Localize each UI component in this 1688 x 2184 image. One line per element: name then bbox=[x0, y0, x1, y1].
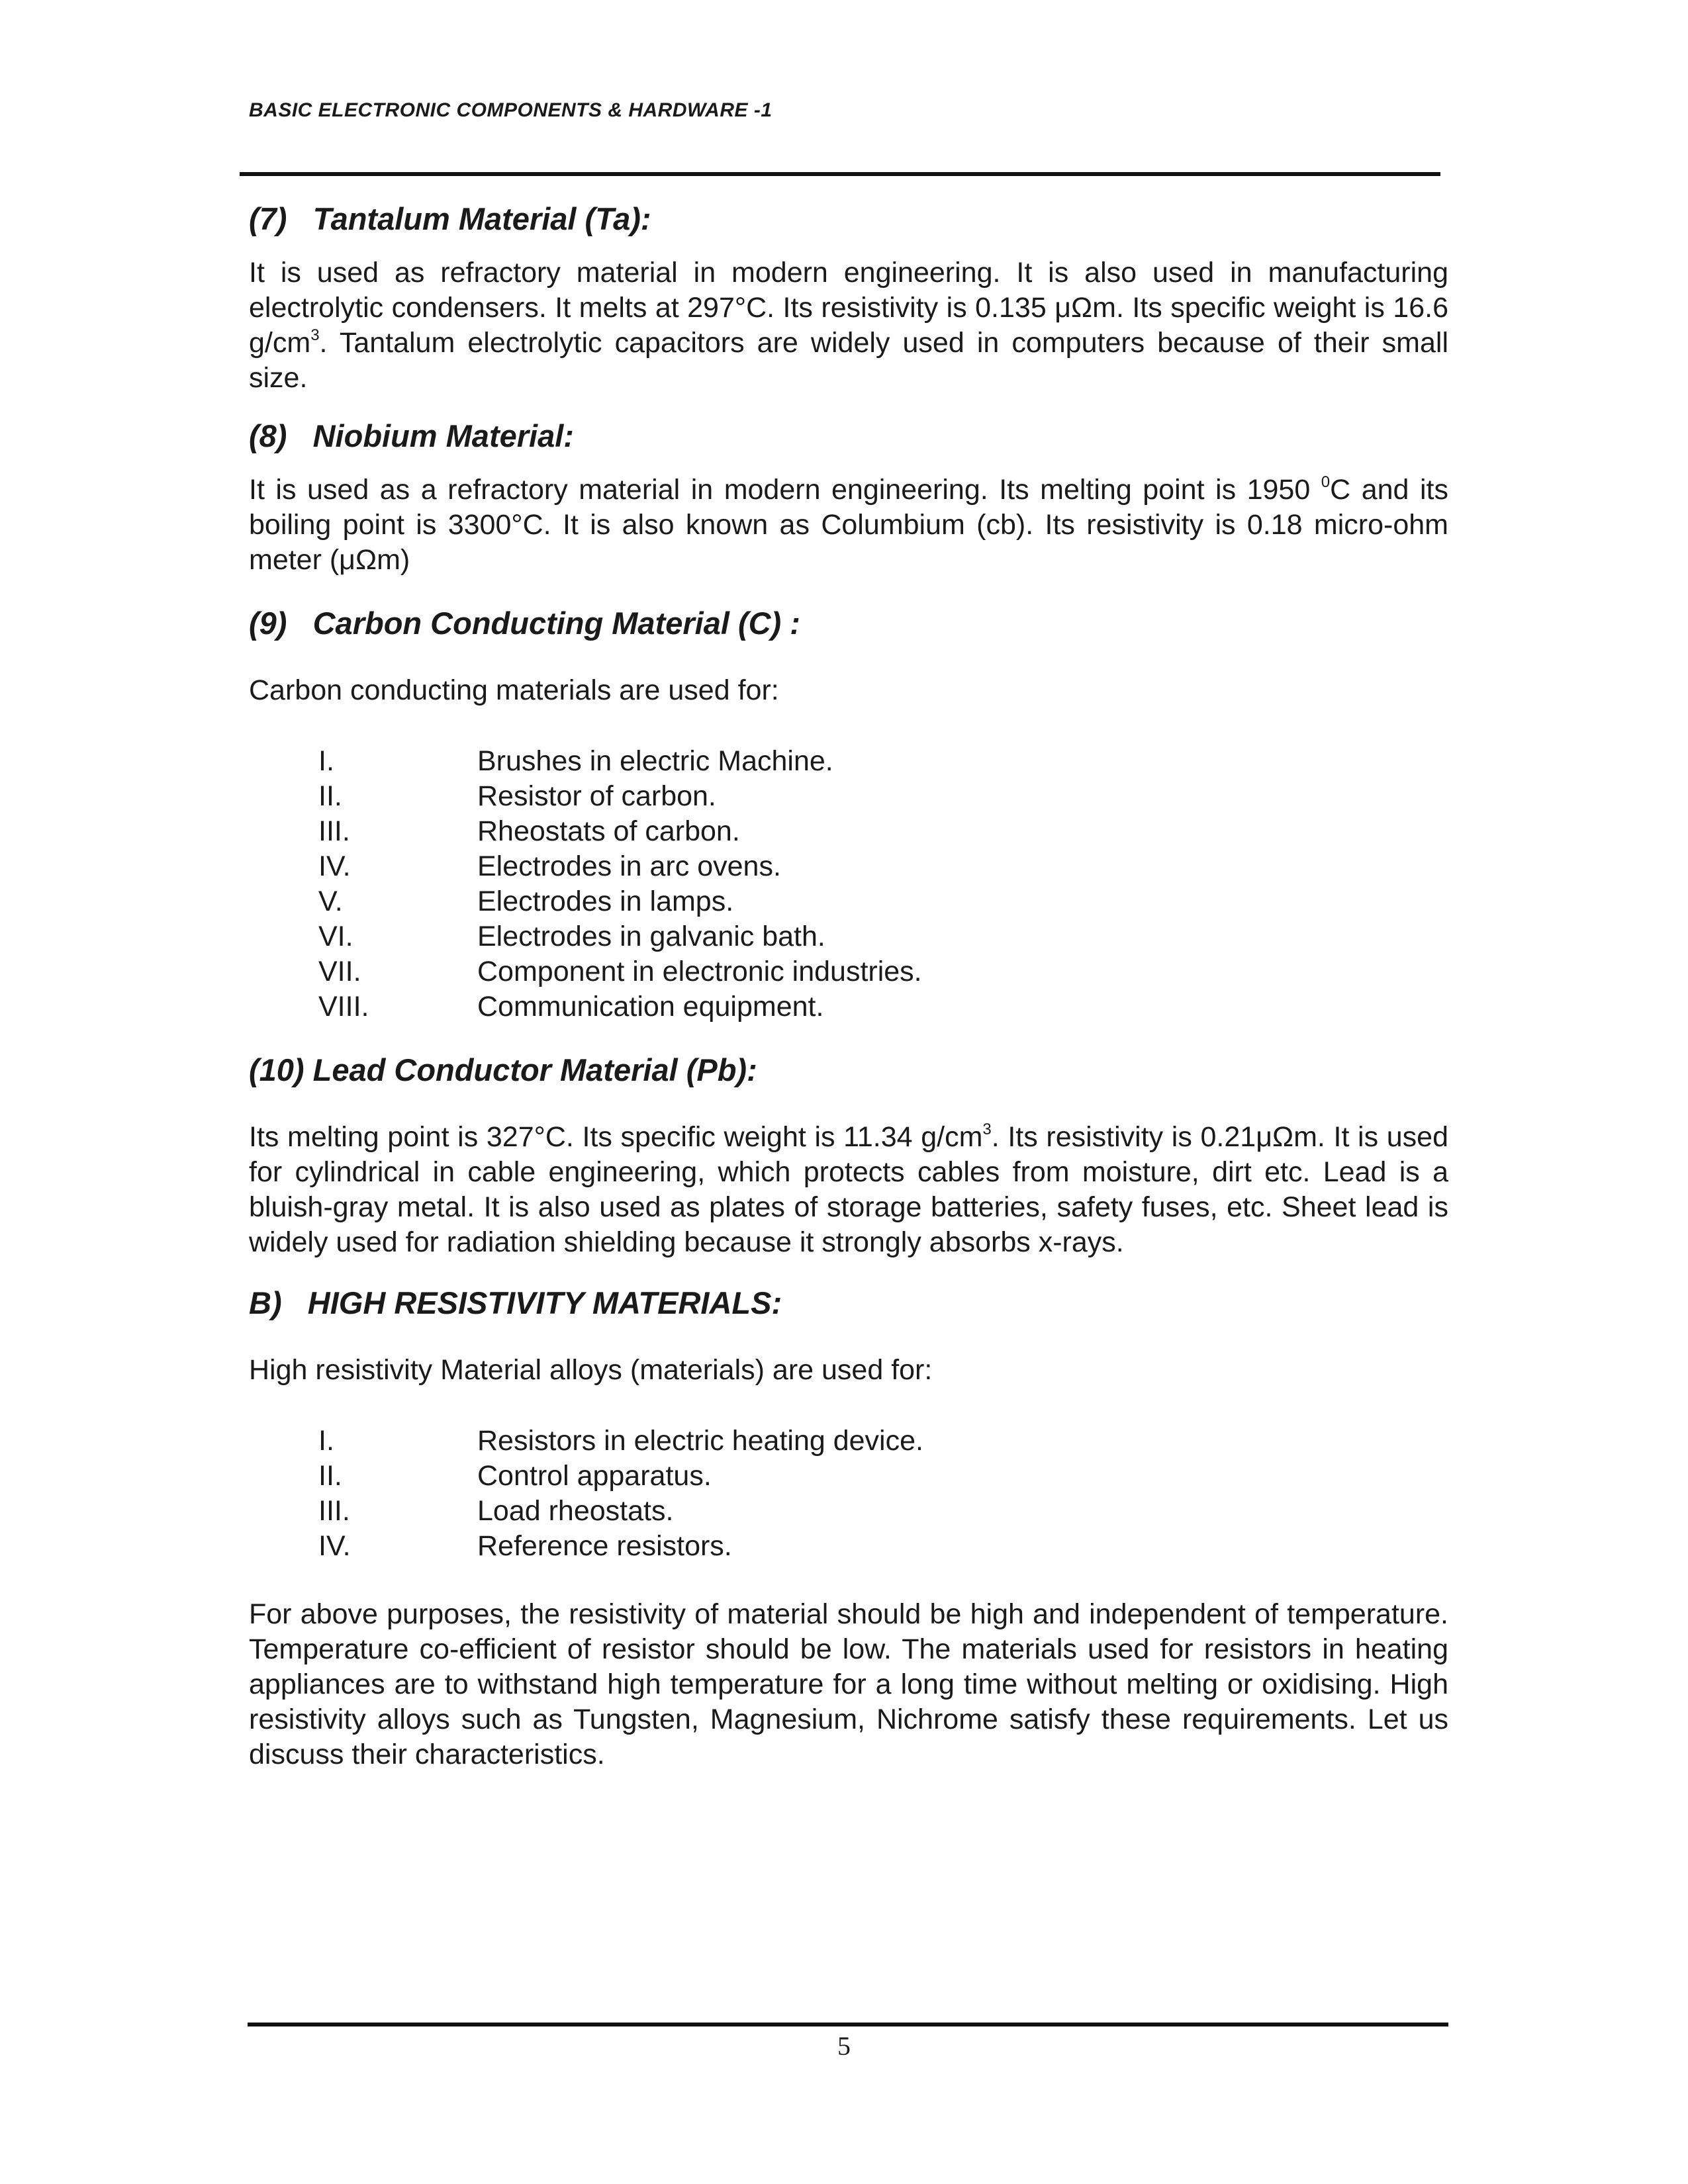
list-item bbox=[249, 744, 1448, 779]
list-item-text: Load rheostats. bbox=[477, 1495, 674, 1527]
list-item bbox=[249, 1424, 1448, 1459]
paragraph-text: It is used as a refractory material in modern engineering. Its melting point is 1950 bbox=[249, 474, 1321, 506]
list-item bbox=[249, 814, 1448, 849]
list-item-number: II. bbox=[318, 780, 342, 812]
list-item bbox=[249, 849, 1448, 884]
list-item-text: Component in electronic industries. bbox=[477, 956, 922, 987]
paragraph-text: Its melting point is 327°C. Its specific weight is 11.34 g/cm bbox=[249, 1121, 983, 1153]
list-item-text: Resistors in electric heating device. bbox=[477, 1425, 923, 1457]
list-item-number: VII. bbox=[318, 956, 361, 987]
list-item-text: Electrodes in galvanic bath. bbox=[477, 921, 825, 952]
list-item bbox=[249, 884, 1448, 919]
list-item bbox=[249, 954, 1448, 989]
list-item-number: I. bbox=[318, 1425, 334, 1457]
high-resistivity-uses-list bbox=[249, 1424, 1448, 1564]
list-item-number: IV. bbox=[318, 1530, 351, 1562]
paragraph-text: . Tantalum electrolytic capacitors are widely used in computers because of their small size. bbox=[249, 327, 1448, 394]
paragraph-text: C and its boiling point is 3300°C. It is also known as Columbium (cb). Its resistivity is 0.18 micro-ohm meter (μΩm) bbox=[249, 474, 1448, 576]
list-item-text: Electrodes in lamps. bbox=[477, 886, 734, 917]
list-item-text: Control apparatus. bbox=[477, 1460, 712, 1492]
paragraph-carbon-intro: Carbon conducting materials are used for: bbox=[249, 674, 779, 706]
list-item bbox=[249, 779, 1448, 814]
list-item-number: III. bbox=[318, 815, 350, 847]
list-item bbox=[249, 919, 1448, 954]
list-item bbox=[249, 1459, 1448, 1494]
paragraph-lead bbox=[249, 1120, 1448, 1260]
list-item-text: Rheostats of carbon. bbox=[477, 815, 740, 847]
list-item-number: VIII. bbox=[318, 991, 369, 1023]
list-item-text: Electrodes in arc ovens. bbox=[477, 850, 781, 882]
paragraph-text: . Its resistivity is 0.21μΩm. It is used for cylindrical in cable engineering, which protects cables from moisture, dirt etc. Lead is a bluish-gray metal. It is also used as plates of storage batteries, safety fuses, etc. Sheet lead is widely used for radiation shielding because it strongly absorbs x-rays. bbox=[249, 1121, 1448, 1258]
list-item-number: IV. bbox=[318, 850, 351, 882]
superscript: 0 bbox=[1321, 473, 1331, 491]
section-heading-high-resistivity: B) HIGH RESISTIVITY MATERIALS: bbox=[249, 1285, 782, 1320]
paragraph-text: It is used as refractory material in modern engineering. It is also used in manufacturing electrolytic condensers. It melts at 297°C. Its resistivity is 0.135 μΩm. Its specific weight is 16.6 g/cm bbox=[249, 257, 1448, 359]
list-item bbox=[249, 989, 1448, 1024]
paragraph-high-resistivity-closing: For above purposes, the resistivity of material should be high and independent of temperature. Temperature co-efficient of resistor should be low. The materials used for resistors in heating appliances are to withstand high temperature for a long time without melting or oxidising. High resistivity alloys such as Tungsten, Magnesium, Nichrome satisfy these requirements. Let us discuss their characteristics. bbox=[249, 1598, 1448, 1770]
list-item bbox=[249, 1494, 1448, 1529]
superscript: 3 bbox=[310, 326, 320, 344]
paragraph-high-resistivity-intro: High resistivity Material alloys (materials) are used for: bbox=[249, 1354, 933, 1386]
list-item-text: Brushes in electric Machine. bbox=[477, 745, 833, 777]
list-item-number: VI. bbox=[318, 921, 353, 952]
list-item-number: I. bbox=[318, 745, 334, 777]
list-item-number: II. bbox=[318, 1460, 342, 1492]
page-content bbox=[249, 199, 1448, 1772]
list-item-text: Resistor of carbon. bbox=[477, 780, 716, 812]
page-number: 5 bbox=[837, 2031, 851, 2061]
section-heading-lead: (10) Lead Conductor Material (Pb): bbox=[249, 1052, 757, 1087]
paragraph-niobium bbox=[249, 473, 1448, 578]
footer-rule bbox=[248, 2023, 1448, 2026]
header-rule bbox=[240, 172, 1440, 176]
list-item-text: Communication equipment. bbox=[477, 991, 824, 1023]
section-heading-niobium: (8) Niobium Material: bbox=[249, 418, 574, 453]
section-heading-carbon: (9) Carbon Conducting Material (C) : bbox=[249, 606, 800, 641]
list-item-number: III. bbox=[318, 1495, 350, 1527]
list-item-text: Reference resistors. bbox=[477, 1530, 732, 1562]
paragraph-tantalum bbox=[249, 255, 1448, 396]
list-item-number: V. bbox=[318, 886, 343, 917]
section-heading-tantalum: (7) Tantalum Material (Ta): bbox=[249, 201, 651, 236]
running-header: BASIC ELECTRONIC COMPONENTS & HARDWARE -1 bbox=[249, 99, 773, 121]
carbon-uses-list bbox=[249, 744, 1448, 1024]
superscript: 3 bbox=[982, 1120, 992, 1138]
list-item bbox=[249, 1529, 1448, 1564]
